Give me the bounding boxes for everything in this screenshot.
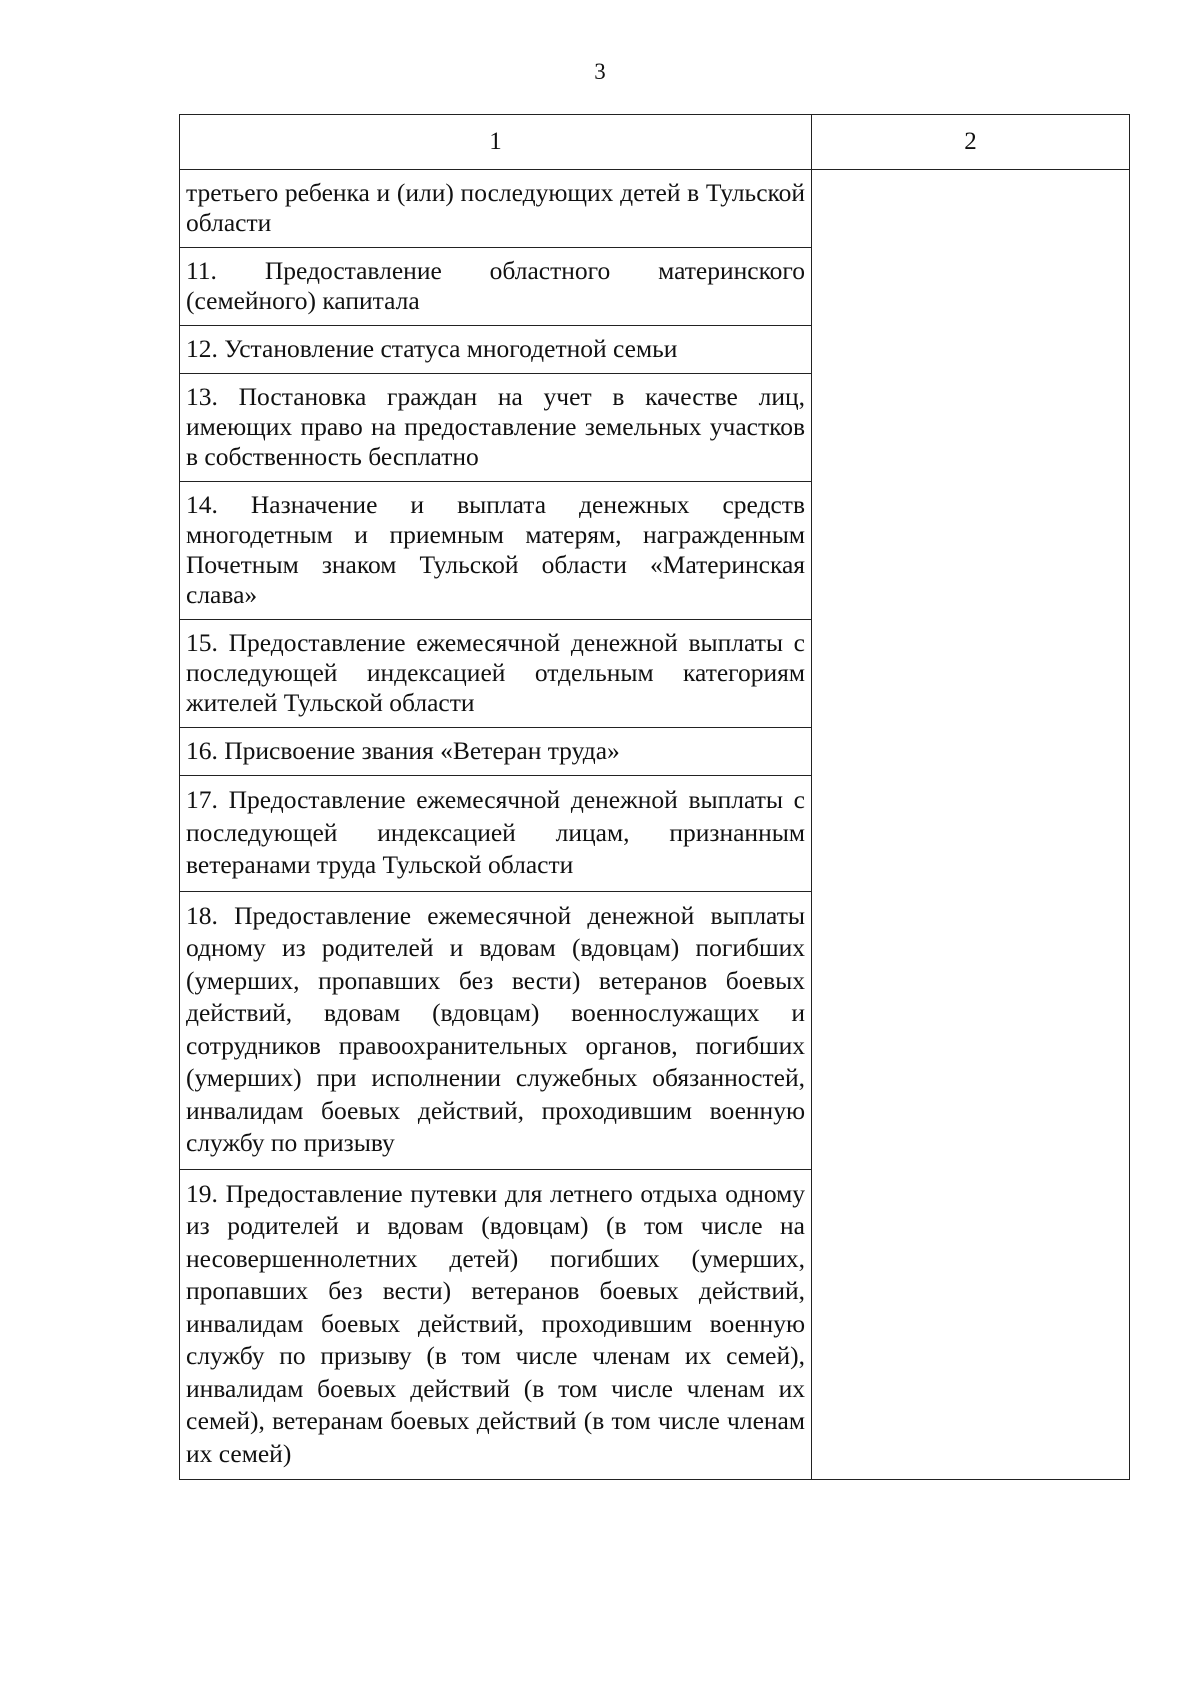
table-cell-service: третьего ребенка и (или) последующих детей в Тульской области	[180, 170, 812, 248]
page-number: 3	[594, 59, 606, 84]
table-header-row	[180, 115, 1130, 170]
services-table	[179, 114, 1130, 1480]
table-cell-service: 14. Назначение и выплата денежных средств многодетным и приемным матерям, награжденным Почетным знаком Тульской области «Материнская слава»	[180, 482, 812, 620]
table-cell-service: 13. Постановка граждан на учет в качестве лиц, имеющих право на предоставление земельных участков в собственность бесплатно	[180, 374, 812, 482]
table-cell-column-2	[812, 170, 1130, 1480]
table-cell-service: 15. Предоставление ежемесячной денежной выплаты с последующей индексацией отдельным категориям жителей Тульской области	[180, 620, 812, 728]
column-header-1: 1	[180, 115, 812, 170]
table-cell-service: 19. Предоставление путевки для летнего отдыха одному из родителей и вдовам (вдовцам) (в том числе на несовершеннолетних детей) погибших (умерших, пропавших без вести) ветеранов боевых действий, инвалидам боевых действий, проходившим военную службу по призыву (в том числе членам их семей), инвалидам боевых действий (в том числе членам их семей), ветеранам боевых действий (в том числе членам их семей)	[180, 1169, 812, 1480]
table-cell-service: 12. Установление статуса многодетной семьи	[180, 326, 812, 374]
table-cell-service: 17. Предоставление ежемесячной денежной выплаты с последующей индексацией лицам, признанным ветеранами труда Тульской области	[180, 776, 812, 892]
table-row	[180, 170, 1130, 248]
table-cell-service: 11. Предоставление областного материнского (семейного) капитала	[180, 248, 812, 326]
column-header-2: 2	[812, 115, 1130, 170]
table-cell-service: 18. Предоставление ежемесячной денежной выплаты одному из родителей и вдовам (вдовцам) погибших (умерших, пропавших без вести) ветеранов боевых действий, вдовам (вдовцам) военнослужащих и сотрудников правоохранительных органов, погибших (умерших) при исполнении служебных обязанностей, инвалидам боевых действий, проходившим военную службу по призыву	[180, 891, 812, 1169]
table-cell-service: 16. Присвоение звания «Ветеран труда»	[180, 728, 812, 776]
